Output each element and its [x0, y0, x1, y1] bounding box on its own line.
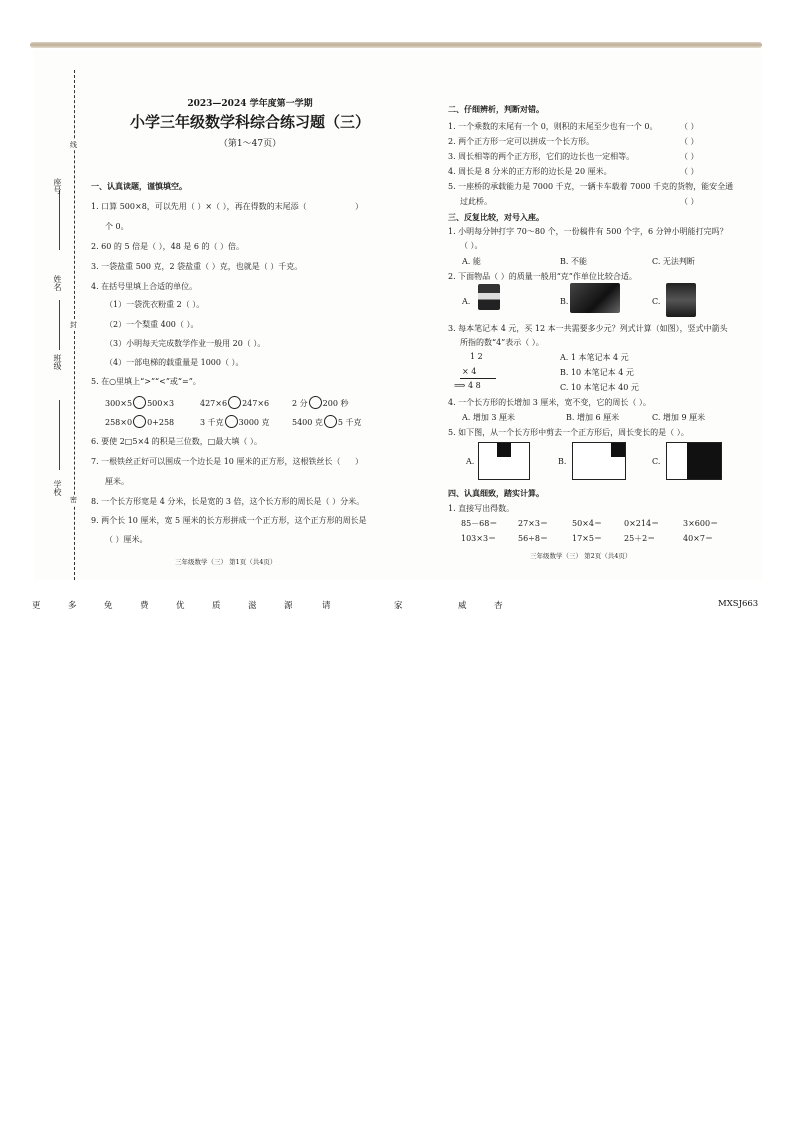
binding-strip [40, 70, 85, 580]
compare-circle[interactable] [225, 415, 238, 428]
ad-char: 费 [140, 601, 149, 611]
figure-a-cut-square [497, 443, 511, 457]
right-footer: 三年级数学（三） 第2页（共4页） [530, 552, 632, 560]
ad-char: 多 [68, 601, 77, 611]
page-title: 小学三年级数学科综合练习题（三） [129, 113, 370, 131]
q7-line1: 7. 一根铁丝正好可以围成一个边长是 10 厘米的正方形，这根铁丝长（ [91, 457, 341, 466]
q9-line2: （ ）厘米。 [105, 535, 148, 544]
school-label: 学校 [53, 480, 62, 496]
calc-item: 0×214＝ [624, 519, 660, 528]
class-label: 班级 [53, 354, 62, 370]
compare-circle[interactable] [133, 415, 146, 428]
compare-circle[interactable] [228, 396, 241, 409]
choice-5-option-a[interactable]: A. [466, 457, 475, 466]
seal-char-line: 线 [70, 141, 77, 149]
seal-char-seal: 封 [70, 321, 77, 329]
left-page [85, 100, 385, 149]
calc-item: 27×3＝ [518, 519, 548, 528]
arrow-icon: ⟹ [454, 381, 469, 390]
q7-paren: ） [355, 457, 363, 466]
choice-5-option-b[interactable]: B. [558, 457, 567, 466]
choice-2-option-a[interactable]: A. [462, 297, 471, 306]
compare-item: 427×6 247×6 [200, 396, 269, 409]
choice-1-option-a[interactable]: A. 能 [462, 257, 481, 266]
judge-5-paren: （ ） [680, 197, 699, 206]
calc-item: 56÷8＝ [518, 534, 548, 543]
q8: 8. 一个长方形宽是 4 分米，长是宽的 3 倍，这个长方形的周长是（ ）分米。 [91, 497, 365, 506]
choice-3-option-c[interactable]: C. 10 本笔记本 40 元 [560, 383, 639, 392]
vertical-calc-row2: × 4 [462, 367, 477, 376]
choice-3-option-a[interactable]: A. 1 本笔记本 4 元 [560, 353, 629, 362]
vertical-calc-row3: ⟹ 4 8 [454, 381, 481, 390]
ad-char: 免 [104, 601, 113, 611]
choice-2-option-b[interactable]: B. [560, 297, 569, 306]
choice-1-line1: 1. 小明每分钟打字 70～80 个，一份稿件有 500 个字，6 分钟小明能打完吗？ [448, 227, 728, 236]
q2: 2. 60 的 5 倍是（ ），48 是 6 的（ ）倍。 [91, 242, 245, 251]
choice-4-option-a[interactable]: A. 增加 3 厘米 [462, 413, 516, 422]
school-line [59, 400, 60, 470]
ad-char: 更 [32, 601, 41, 611]
calc-item: 3×600＝ [683, 519, 719, 528]
q4: 4. 在括号里填上合适的单位。 [91, 282, 198, 291]
judge-2: 2. 两个正方形一定可以拼成一个长方形。 [448, 137, 595, 146]
calc-item: 85－68＝ [461, 519, 498, 528]
choice-1-line2: （ ）。 [460, 241, 483, 250]
choice-3-line1: 3. 每本笔记本 4 元，买 12 本一共需要多少元？列式计算（如图），竖式中箭头 [448, 324, 728, 333]
item-c-picture [666, 283, 696, 317]
ad-char: 威 [458, 601, 467, 611]
q1-paren: ） [355, 202, 363, 211]
q1-line1: 1. 口算 500×8，可以先用（ ）×（ ），再在得数的末尾添（ [91, 202, 307, 211]
calc-item: 25＋2＝ [624, 534, 656, 543]
q5: 5. 在○里填上“>”“<”或“=”。 [91, 377, 201, 386]
class-line [59, 300, 60, 350]
item-a-picture [478, 284, 500, 310]
compare-item: 258×0 0+258 [105, 415, 174, 428]
seal-char-secret: 密 [70, 496, 77, 504]
q4-4: （4）一部电梯的载重量是 1000（ ）。 [105, 358, 244, 367]
q7-line2: 厘米。 [105, 477, 129, 486]
choice-2: 2. 下面物品（ ）的质量一般用“克”作单位比较合适。 [448, 272, 637, 281]
ad-char: 杏 [494, 601, 503, 611]
section-3-heading: 三、反复比较，对号入座。 [448, 212, 544, 222]
choice-1-option-b[interactable]: B. 不能 [560, 257, 587, 266]
left-footer: 三年级数学（三） 第1页（共4页） [175, 558, 277, 566]
term-header: 2023—2024 学年度第一学期 [187, 99, 313, 109]
figure-a-rectangle [478, 442, 530, 480]
ad-char: 滋 [248, 601, 257, 611]
seat-label: 座号 [53, 178, 62, 194]
choice-5-option-c[interactable]: C. [652, 457, 661, 466]
q4-3: （3）小明每天完成数学作业一般用 20（ ）。 [105, 339, 266, 348]
calc-item: 17×5＝ [572, 534, 602, 543]
compare-item: 3 千克 3000 克 [200, 415, 270, 428]
q4-2: （2）一个梨重 400（ ）。 [105, 320, 199, 329]
ad-char: 请 [322, 601, 331, 611]
vertical-calc-rule [460, 378, 496, 379]
q1-line2: 个 0。 [105, 222, 129, 231]
compare-circle[interactable] [324, 415, 337, 428]
ad-char: 源 [284, 601, 293, 611]
choice-4-option-c[interactable]: C. 增加 9 厘米 [652, 413, 706, 422]
compare-item: 5400 克 5 千克 [292, 415, 362, 428]
choice-5: 5. 如下图，从一个长方形中剪去一个正方形后，周长变长的是（ ）。 [448, 428, 689, 437]
judge-3-paren: （ ） [680, 152, 699, 161]
ad-char: 质 [212, 601, 221, 611]
judge-4-paren: （ ） [680, 167, 699, 176]
compare-item: 2 分 200 秒 [292, 396, 348, 409]
choice-3-option-b[interactable]: B. 10 本笔记本 4 元 [560, 368, 634, 377]
ad-char: 优 [176, 601, 185, 611]
ad-char: 家 [394, 601, 403, 611]
judge-4: 4. 周长是 8 分米的正方形的边长是 20 厘米。 [448, 167, 612, 176]
judge-2-paren: （ ） [680, 137, 699, 146]
judge-3: 3. 周长相等的两个正方形，它们的边长也一定相等。 [448, 152, 635, 161]
item-b-picture [570, 283, 620, 313]
compare-circle[interactable] [309, 396, 322, 409]
calc-item: 40×7＝ [683, 534, 713, 543]
q3: 3. 一袋盐重 500 克，2 袋盐重（ ）克，也就是（ ）千克。 [91, 262, 303, 271]
name-line [59, 190, 60, 250]
q4-1: （1）一袋洗衣粉重 2（ ）。 [105, 300, 205, 309]
name-label: 姓名 [53, 275, 62, 291]
figure-c-cut-square [687, 443, 721, 479]
compare-item: 300×5 500×3 [105, 396, 174, 409]
choice-4-option-b[interactable]: B. 增加 6 厘米 [566, 413, 620, 422]
choice-2-option-c[interactable]: C. [652, 297, 661, 306]
choice-4: 4. 一个长方形的长增加 3 厘米，宽不变，它的周长（ ）。 [448, 398, 651, 407]
figure-b-rectangle [572, 442, 626, 480]
section-2-heading: 二、仔细辨析，判断对错。 [448, 104, 544, 114]
page-range: （第1～47页） [218, 139, 282, 149]
vertical-calc-row1: 1 2 [470, 352, 483, 361]
calc-item: 50×4＝ [572, 519, 602, 528]
paper-edge-band [30, 42, 762, 48]
judge-1: 1. 一个乘数的末尾有一个 0，则积的末尾至少也有一个 0。 [448, 122, 658, 131]
q6: 6. 要使 2□5×4 的积是三位数，□最大填（ ）。 [91, 437, 262, 446]
judge-5-line2: 过此桥。 [460, 197, 492, 206]
choice-3-line2: 所指的数“4”表示（ ）。 [460, 338, 544, 347]
compare-circle[interactable] [133, 396, 146, 409]
calc-title: 1. 直接写出得数。 [448, 504, 515, 513]
ad-code: MXSJ663 [718, 599, 759, 609]
choice-1-option-c[interactable]: C. 无法判断 [652, 257, 695, 266]
figure-b-cut-square [611, 443, 625, 457]
section-4-heading: 四、认真细致，踏实计算。 [448, 488, 544, 498]
section-1-heading: 一、认真读题，谨慎填空。 [91, 181, 187, 191]
calc-item: 103×3＝ [461, 534, 497, 543]
judge-5-line1: 5. 一座桥的承载能力是 7000 千克，一辆卡车载着 7000 千克的货物，能安全通 [448, 182, 734, 191]
judge-1-paren: （ ） [680, 122, 699, 131]
q9-line1: 9. 两个长 10 厘米，宽 5 厘米的长方形拼成一个正方形，这个正方形的周长是 [91, 516, 367, 525]
figure-c-rectangle [666, 442, 722, 480]
